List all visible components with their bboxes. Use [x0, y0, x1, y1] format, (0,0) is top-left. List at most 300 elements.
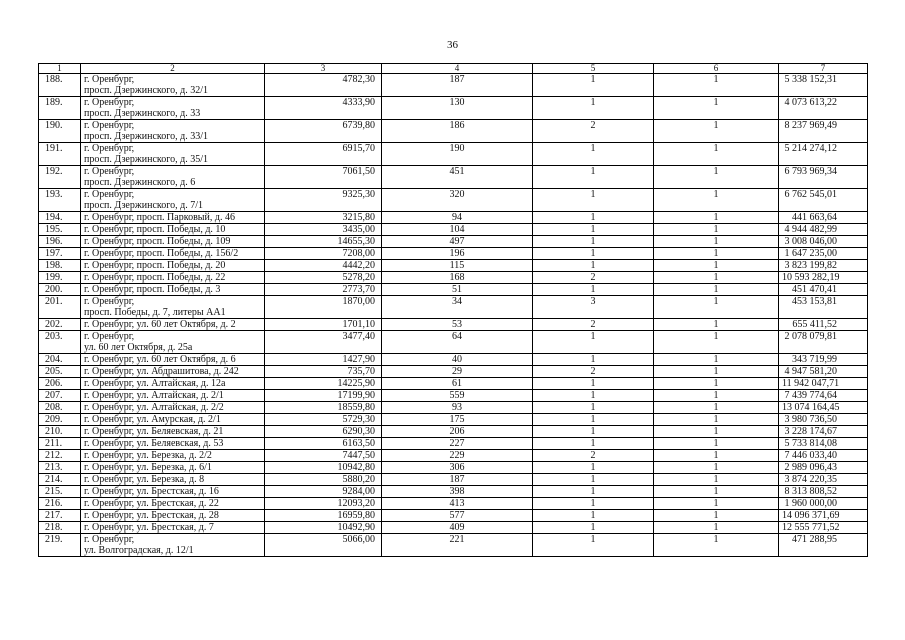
cell-col-6: 1 — [654, 522, 779, 534]
cell-col-5: 1 — [533, 402, 654, 414]
cell-col-7: 4 947 581,20 — [779, 366, 868, 378]
cell-col-3: 735,70 — [265, 366, 382, 378]
cell-col-6: 1 — [654, 166, 779, 189]
row-number: 217. — [39, 510, 81, 522]
table-row — [39, 272, 868, 284]
cell-col-3: 1870,00 — [265, 296, 382, 319]
cell-col-7: 453 153,81 — [779, 296, 868, 319]
cell-col-5: 1 — [533, 284, 654, 296]
address-cell — [81, 366, 265, 378]
cell-col-3: 4442,20 — [265, 260, 382, 272]
table-row — [39, 212, 868, 224]
row-number: 191. — [39, 143, 81, 166]
address-cell — [81, 143, 265, 166]
cell-col-5: 1 — [533, 212, 654, 224]
cell-col-6: 1 — [654, 97, 779, 120]
table-row — [39, 248, 868, 260]
cell-col-7: 4 944 482,99 — [779, 224, 868, 236]
address-cell — [81, 450, 265, 462]
cell-col-3: 3435,00 — [265, 224, 382, 236]
cell-col-6: 1 — [654, 390, 779, 402]
table-row — [39, 224, 868, 236]
cell-col-7: 10 593 282,19 — [779, 272, 868, 284]
cell-col-6: 1 — [654, 143, 779, 166]
cell-col-5: 1 — [533, 236, 654, 248]
table-row — [39, 534, 868, 557]
row-number: 206. — [39, 378, 81, 390]
column-header: 1 — [39, 64, 81, 74]
row-number: 198. — [39, 260, 81, 272]
row-number: 210. — [39, 426, 81, 438]
cell-col-4: 413 — [382, 498, 533, 510]
cell-col-4: 40 — [382, 354, 533, 366]
cell-col-4: 187 — [382, 74, 533, 97]
row-number: 214. — [39, 474, 81, 486]
row-number: 199. — [39, 272, 81, 284]
cell-col-5: 1 — [533, 378, 654, 390]
address-line: г. Оренбург, — [84, 120, 135, 131]
cell-col-3: 17199,90 — [265, 390, 382, 402]
address-cell — [81, 120, 265, 143]
cell-col-6: 1 — [654, 534, 779, 557]
row-number: 208. — [39, 402, 81, 414]
cell-col-7: 451 470,41 — [779, 284, 868, 296]
cell-col-5: 1 — [533, 260, 654, 272]
address-cell — [81, 166, 265, 189]
cell-col-5: 1 — [533, 414, 654, 426]
address-line: просп. Дзержинского, д. 6 — [84, 177, 196, 188]
cell-col-6: 1 — [654, 354, 779, 366]
cell-col-3: 7208,00 — [265, 248, 382, 260]
cell-col-5: 1 — [533, 331, 654, 354]
address-line: г. Оренбург, — [84, 143, 135, 154]
address-cell — [81, 224, 265, 236]
column-header: 3 — [265, 64, 382, 74]
address-cell — [81, 189, 265, 212]
table-row — [39, 120, 868, 143]
cell-col-4: 130 — [382, 97, 533, 120]
table-row — [39, 143, 868, 166]
address-cell — [81, 474, 265, 486]
table-row — [39, 284, 868, 296]
cell-col-3: 4333,90 — [265, 97, 382, 120]
table-row — [39, 498, 868, 510]
table-row — [39, 319, 868, 331]
cell-col-7: 7 439 774,64 — [779, 390, 868, 402]
table-row — [39, 390, 868, 402]
address-line: г. Оренбург, ул. Брестская, д. 22 — [84, 498, 219, 509]
cell-col-6: 1 — [654, 462, 779, 474]
address-line: г. Оренбург, ул. Брестская, д. 16 — [84, 486, 219, 497]
address-line: г. Оренбург, ул. 60 лет Октября, д. 2 — [84, 319, 236, 330]
cell-col-7: 7 446 033,40 — [779, 450, 868, 462]
cell-col-3: 5729,30 — [265, 414, 382, 426]
row-number: 195. — [39, 224, 81, 236]
cell-col-7: 441 663,64 — [779, 212, 868, 224]
cell-col-4: 94 — [382, 212, 533, 224]
cell-col-3: 3215,80 — [265, 212, 382, 224]
table-row — [39, 74, 868, 97]
cell-col-7: 14 096 371,69 — [779, 510, 868, 522]
address-line: г. Оренбург, — [84, 74, 135, 85]
address-line: г. Оренбург, ул. Березка, д. 2/2 — [84, 450, 212, 461]
cell-col-5: 1 — [533, 438, 654, 450]
cell-col-4: 61 — [382, 378, 533, 390]
cell-col-3: 3477,40 — [265, 331, 382, 354]
address-cell — [81, 438, 265, 450]
cell-col-3: 14225,90 — [265, 378, 382, 390]
cell-col-3: 10492,90 — [265, 522, 382, 534]
cell-col-5: 2 — [533, 120, 654, 143]
cell-col-3: 12093,20 — [265, 498, 382, 510]
cell-col-7: 655 411,52 — [779, 319, 868, 331]
row-number: 202. — [39, 319, 81, 331]
cell-col-4: 398 — [382, 486, 533, 498]
address-line: г. Оренбург, ул. Алтайская, д. 12а — [84, 378, 226, 389]
cell-col-3: 7447,50 — [265, 450, 382, 462]
address-line: г. Оренбург, просп. Победы, д. 22 — [84, 272, 226, 283]
address-cell — [81, 462, 265, 474]
row-number: 207. — [39, 390, 81, 402]
table-row — [39, 331, 868, 354]
table-row — [39, 438, 868, 450]
cell-col-6: 1 — [654, 438, 779, 450]
cell-col-6: 1 — [654, 450, 779, 462]
cell-col-4: 175 — [382, 414, 533, 426]
cell-col-3: 10942,80 — [265, 462, 382, 474]
cell-col-3: 18559,80 — [265, 402, 382, 414]
address-cell — [81, 248, 265, 260]
row-number: 193. — [39, 189, 81, 212]
row-number: 197. — [39, 248, 81, 260]
row-number: 213. — [39, 462, 81, 474]
cell-col-5: 1 — [533, 390, 654, 402]
cell-col-7: 471 288,95 — [779, 534, 868, 557]
address-line: г. Оренбург, ул. Березка, д. 8 — [84, 474, 205, 485]
column-header: 2 — [81, 64, 265, 74]
cell-col-4: 577 — [382, 510, 533, 522]
cell-col-6: 1 — [654, 212, 779, 224]
page-number: 36 — [447, 39, 458, 51]
cell-col-3: 16959,80 — [265, 510, 382, 522]
cell-col-7: 3 008 046,00 — [779, 236, 868, 248]
row-number: 189. — [39, 97, 81, 120]
cell-col-6: 1 — [654, 236, 779, 248]
cell-col-6: 1 — [654, 331, 779, 354]
cell-col-4: 29 — [382, 366, 533, 378]
cell-col-5: 1 — [533, 248, 654, 260]
cell-col-6: 1 — [654, 366, 779, 378]
address-cell — [81, 534, 265, 557]
cell-col-6: 1 — [654, 378, 779, 390]
cell-col-4: 104 — [382, 224, 533, 236]
column-header: 5 — [533, 64, 654, 74]
table-row — [39, 354, 868, 366]
address-line: г. Оренбург, ул. Беляевская, д. 21 — [84, 426, 224, 437]
address-cell — [81, 498, 265, 510]
cell-col-3: 6739,80 — [265, 120, 382, 143]
cell-col-6: 1 — [654, 414, 779, 426]
cell-col-7: 5 338 152,31 — [779, 74, 868, 97]
table-row — [39, 510, 868, 522]
address-line: г. Оренбург, — [84, 166, 135, 177]
address-line: г. Оренбург, ул. 60 лет Октября, д. 6 — [84, 354, 236, 365]
cell-col-7: 6 793 969,34 — [779, 166, 868, 189]
cell-col-7: 3 980 736,50 — [779, 414, 868, 426]
cell-col-5: 1 — [533, 534, 654, 557]
address-line: г. Оренбург, — [84, 534, 135, 545]
table-row — [39, 166, 868, 189]
table-row — [39, 462, 868, 474]
row-number: 196. — [39, 236, 81, 248]
table-row — [39, 296, 868, 319]
cell-col-3: 9284,00 — [265, 486, 382, 498]
address-cell — [81, 236, 265, 248]
cell-col-4: 497 — [382, 236, 533, 248]
table-row — [39, 402, 868, 414]
table-body — [39, 74, 868, 557]
row-number: 190. — [39, 120, 81, 143]
table-row — [39, 474, 868, 486]
cell-col-3: 1427,90 — [265, 354, 382, 366]
address-line: г. Оренбург, — [84, 97, 135, 108]
cell-col-5: 2 — [533, 366, 654, 378]
row-number: 192. — [39, 166, 81, 189]
cell-col-5: 1 — [533, 354, 654, 366]
table-row — [39, 366, 868, 378]
cell-col-6: 1 — [654, 74, 779, 97]
address-line: г. Оренбург, — [84, 296, 135, 307]
cell-col-5: 1 — [533, 486, 654, 498]
address-line: просп. Дзержинского, д. 33 — [84, 108, 201, 119]
cell-col-6: 1 — [654, 486, 779, 498]
table-row — [39, 414, 868, 426]
cell-col-3: 5880,20 — [265, 474, 382, 486]
cell-col-4: 187 — [382, 474, 533, 486]
cell-col-4: 221 — [382, 534, 533, 557]
row-number: 215. — [39, 486, 81, 498]
cell-col-5: 2 — [533, 450, 654, 462]
address-cell — [81, 97, 265, 120]
cell-col-4: 186 — [382, 120, 533, 143]
cell-col-6: 1 — [654, 248, 779, 260]
cell-col-3: 6163,50 — [265, 438, 382, 450]
row-number: 205. — [39, 366, 81, 378]
cell-col-7: 11 942 047,71 — [779, 378, 868, 390]
cell-col-7: 12 555 771,52 — [779, 522, 868, 534]
table-row — [39, 189, 868, 212]
register-table — [38, 63, 868, 557]
cell-col-4: 306 — [382, 462, 533, 474]
column-header: 6 — [654, 64, 779, 74]
cell-col-5: 1 — [533, 166, 654, 189]
column-header: 7 — [779, 64, 868, 74]
cell-col-5: 1 — [533, 74, 654, 97]
cell-col-4: 196 — [382, 248, 533, 260]
row-number: 201. — [39, 296, 81, 319]
cell-col-7: 3 874 220,35 — [779, 474, 868, 486]
row-number: 211. — [39, 438, 81, 450]
cell-col-3: 6290,30 — [265, 426, 382, 438]
cell-col-7: 13 074 164,45 — [779, 402, 868, 414]
cell-col-5: 1 — [533, 97, 654, 120]
cell-col-6: 1 — [654, 272, 779, 284]
cell-col-3: 9325,30 — [265, 189, 382, 212]
cell-col-7: 3 823 199,82 — [779, 260, 868, 272]
cell-col-6: 1 — [654, 402, 779, 414]
address-line: г. Оренбург, ул. Алтайская, д. 2/2 — [84, 402, 224, 413]
cell-col-4: 229 — [382, 450, 533, 462]
cell-col-7: 6 762 545,01 — [779, 189, 868, 212]
table-row — [39, 236, 868, 248]
cell-col-6: 1 — [654, 319, 779, 331]
cell-col-5: 1 — [533, 143, 654, 166]
address-cell — [81, 486, 265, 498]
address-line: г. Оренбург, ул. Березка, д. 6/1 — [84, 462, 212, 473]
address-cell — [81, 354, 265, 366]
cell-col-7: 3 228 174,67 — [779, 426, 868, 438]
address-cell — [81, 319, 265, 331]
cell-col-6: 1 — [654, 426, 779, 438]
cell-col-6: 1 — [654, 120, 779, 143]
cell-col-6: 1 — [654, 260, 779, 272]
cell-col-5: 1 — [533, 426, 654, 438]
column-header: 4 — [382, 64, 533, 74]
row-number: 194. — [39, 212, 81, 224]
cell-col-6: 1 — [654, 189, 779, 212]
cell-col-3: 5066,00 — [265, 534, 382, 557]
address-line: г. Оренбург, — [84, 189, 135, 200]
address-line: г. Оренбург, ул. Алтайская, д. 2/1 — [84, 390, 224, 401]
address-cell — [81, 522, 265, 534]
cell-col-5: 1 — [533, 498, 654, 510]
table-row — [39, 486, 868, 498]
cell-col-7: 8 237 969,49 — [779, 120, 868, 143]
row-number: 203. — [39, 331, 81, 354]
cell-col-4: 115 — [382, 260, 533, 272]
address-line: г. Оренбург, просп. Победы, д. 109 — [84, 236, 231, 247]
cell-col-6: 1 — [654, 474, 779, 486]
cell-col-4: 93 — [382, 402, 533, 414]
cell-col-7: 2 989 096,43 — [779, 462, 868, 474]
cell-col-3: 1701,10 — [265, 319, 382, 331]
address-line: ул. Волгоградская, д. 12/1 — [84, 545, 194, 556]
table-row — [39, 378, 868, 390]
address-line: г. Оренбург, просп. Парковый, д. 46 — [84, 212, 235, 223]
cell-col-5: 1 — [533, 510, 654, 522]
cell-col-5: 2 — [533, 272, 654, 284]
address-line: г. Оренбург, просп. Победы, д. 20 — [84, 260, 226, 271]
cell-col-3: 7061,50 — [265, 166, 382, 189]
address-line: просп. Дзержинского, д. 7/1 — [84, 200, 203, 211]
cell-col-5: 1 — [533, 522, 654, 534]
address-cell — [81, 414, 265, 426]
cell-col-4: 190 — [382, 143, 533, 166]
address-cell — [81, 331, 265, 354]
address-cell — [81, 378, 265, 390]
row-number: 219. — [39, 534, 81, 557]
address-cell — [81, 284, 265, 296]
address-line: г. Оренбург, ул. Беляевская, д. 53 — [84, 438, 224, 449]
table-row — [39, 426, 868, 438]
address-cell — [81, 272, 265, 284]
address-cell — [81, 390, 265, 402]
address-line: г. Оренбург, просп. Победы, д. 156/2 — [84, 248, 239, 259]
cell-col-7: 1 647 235,00 — [779, 248, 868, 260]
table-row — [39, 97, 868, 120]
cell-col-5: 2 — [533, 319, 654, 331]
cell-col-4: 34 — [382, 296, 533, 319]
cell-col-4: 320 — [382, 189, 533, 212]
address-line: г. Оренбург, просп. Победы, д. 10 — [84, 224, 226, 235]
cell-col-4: 559 — [382, 390, 533, 402]
cell-col-7: 8 313 808,52 — [779, 486, 868, 498]
cell-col-4: 206 — [382, 426, 533, 438]
column-header-row — [39, 64, 868, 74]
cell-col-4: 451 — [382, 166, 533, 189]
address-cell — [81, 426, 265, 438]
address-cell — [81, 74, 265, 97]
address-line: г. Оренбург, ул. Амурская, д. 2/1 — [84, 414, 221, 425]
cell-col-6: 1 — [654, 224, 779, 236]
address-cell — [81, 510, 265, 522]
cell-col-5: 1 — [533, 462, 654, 474]
address-line: просп. Дзержинского, д. 32/1 — [84, 85, 208, 96]
table-row — [39, 260, 868, 272]
table-row — [39, 450, 868, 462]
cell-col-6: 1 — [654, 498, 779, 510]
cell-col-5: 1 — [533, 474, 654, 486]
row-number: 218. — [39, 522, 81, 534]
cell-col-7: 2 078 079,81 — [779, 331, 868, 354]
cell-col-4: 51 — [382, 284, 533, 296]
cell-col-4: 53 — [382, 319, 533, 331]
address-cell — [81, 212, 265, 224]
row-number: 209. — [39, 414, 81, 426]
address-line: г. Оренбург, просп. Победы, д. 3 — [84, 284, 221, 295]
address-line: г. Оренбург, ул. Абдрашитова, д. 242 — [84, 366, 239, 377]
cell-col-7: 1 960 000,00 — [779, 498, 868, 510]
address-line: г. Оренбург, — [84, 331, 135, 342]
address-line: г. Оренбург, ул. Брестская, д. 28 — [84, 510, 219, 521]
cell-col-6: 1 — [654, 510, 779, 522]
cell-col-4: 227 — [382, 438, 533, 450]
cell-col-4: 168 — [382, 272, 533, 284]
address-line: г. Оренбург, ул. Брестская, д. 7 — [84, 522, 214, 533]
cell-col-4: 409 — [382, 522, 533, 534]
cell-col-5: 3 — [533, 296, 654, 319]
row-number: 200. — [39, 284, 81, 296]
cell-col-3: 6915,70 — [265, 143, 382, 166]
address-cell — [81, 402, 265, 414]
cell-col-7: 4 073 613,22 — [779, 97, 868, 120]
address-line: просп. Дзержинского, д. 33/1 — [84, 131, 208, 142]
row-number: 204. — [39, 354, 81, 366]
cell-col-3: 4782,30 — [265, 74, 382, 97]
cell-col-6: 1 — [654, 284, 779, 296]
cell-col-3: 5278,20 — [265, 272, 382, 284]
cell-col-5: 1 — [533, 189, 654, 212]
cell-col-3: 14655,30 — [265, 236, 382, 248]
cell-col-5: 1 — [533, 224, 654, 236]
table-row — [39, 522, 868, 534]
row-number: 188. — [39, 74, 81, 97]
address-line: просп. Дзержинского, д. 35/1 — [84, 154, 208, 165]
address-cell — [81, 296, 265, 319]
cell-col-7: 5 733 814,08 — [779, 438, 868, 450]
cell-col-3: 2773,70 — [265, 284, 382, 296]
cell-col-6: 1 — [654, 296, 779, 319]
